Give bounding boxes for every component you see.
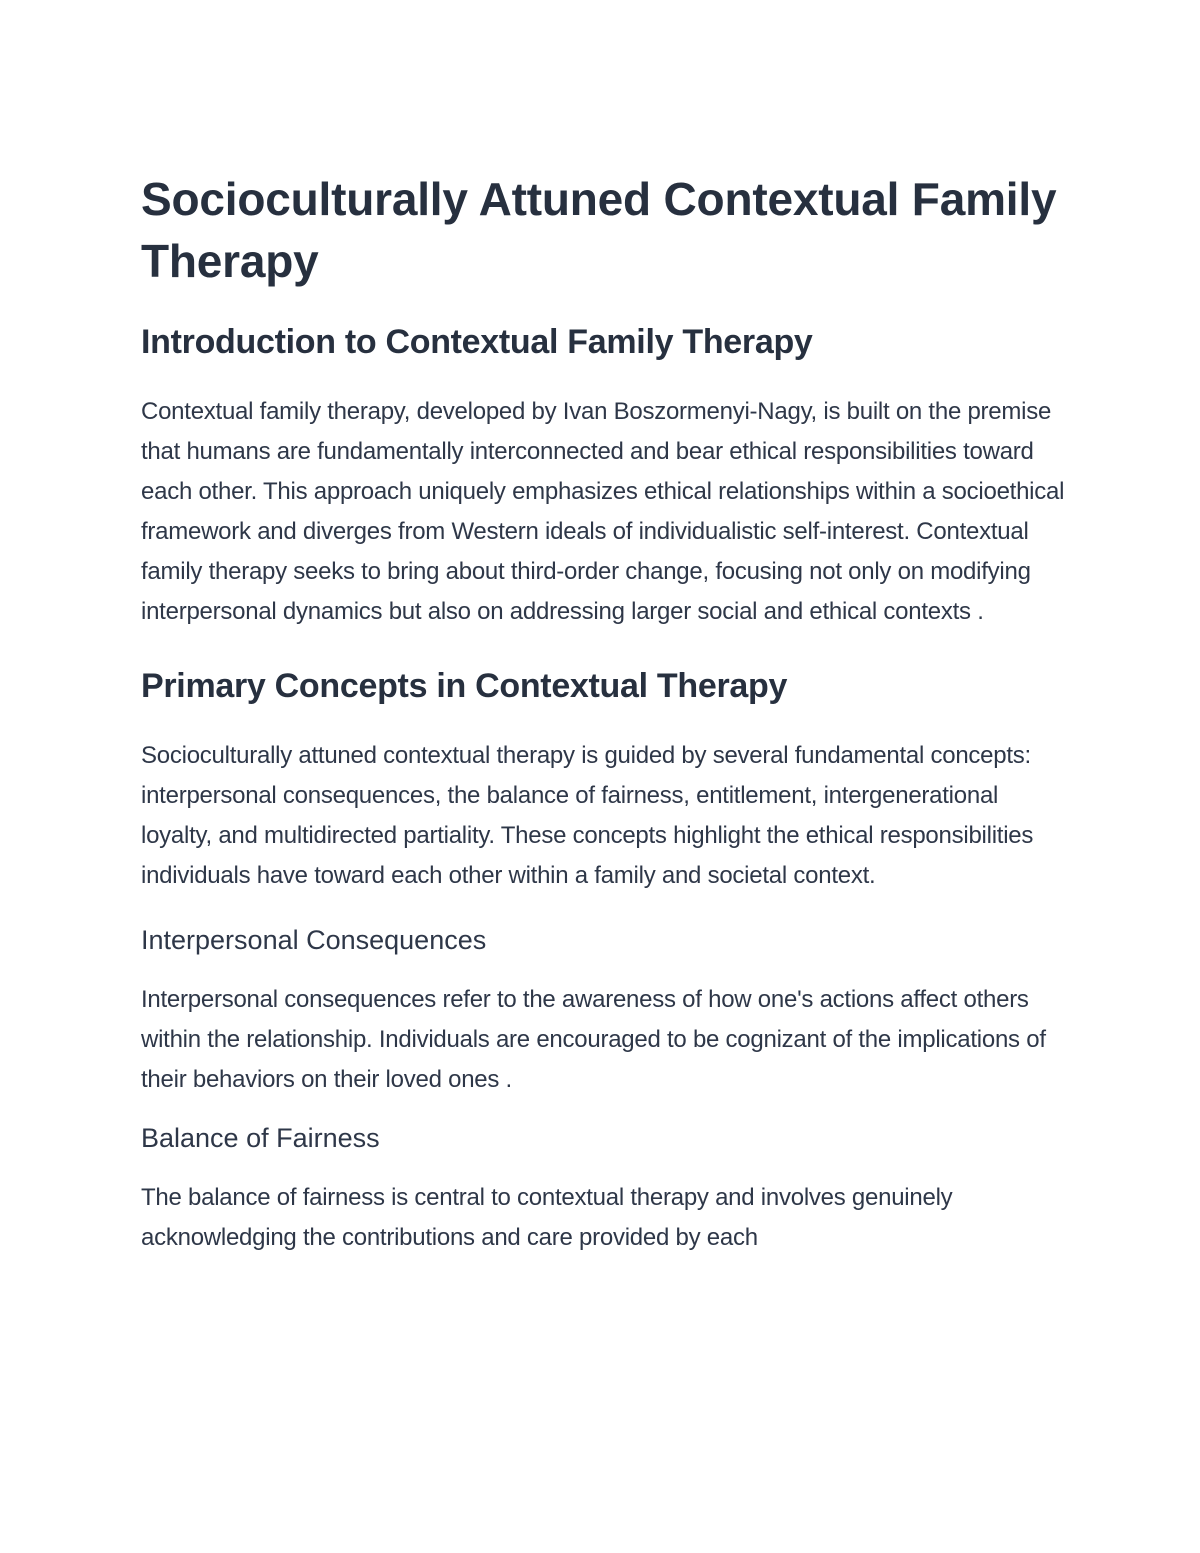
- section-paragraph-primary-concepts: Socioculturally attuned contextual therapy is guided by several fundamental concepts: interpersonal consequences, the balance of fairness, entitlement, intergenerational loyalty, and multidirected partiality. These concepts highlight the ethical responsibilities individuals have toward each other within a family and societal context.: [141, 742, 1034, 889]
- subsection-paragraph-interpersonal-consequences: Interpersonal consequences refer to the awareness of how one's actions affect others within the relationship. Individuals are encouraged to be cognizant of the implications of their behaviors on their loved ones .: [141, 986, 1046, 1093]
- section-heading-primary-concepts: Primary Concepts in Contextual Therapy: [141, 667, 788, 705]
- subsection-heading-interpersonal-consequences: Interpersonal Consequences: [141, 925, 487, 955]
- section-heading-introduction: Introduction to Contextual Family Therapy: [141, 323, 813, 361]
- subsection-heading-balance-of-fairness: Balance of Fairness: [141, 1123, 380, 1153]
- section-paragraph-introduction: Contextual family therapy, developed by Ivan Boszormenyi-Nagy, is built on the premise that humans are fundamentally interconnected and bear ethical responsibilities toward each other. This approach uniquely emphasizes ethical relationships within a socioethical framework and diverges from Western ideals of individualistic self-interest. Contextual family therapy seeks to bring about third-order change, focusing not only on modifying interpersonal dynamics but also on addressing larger social and ethical contexts .: [141, 398, 1065, 625]
- subsection-paragraph-balance-of-fairness: The balance of fairness is central to contextual therapy and involves genuinely acknowledging the contributions and care provided by each: [141, 1184, 953, 1251]
- document-page: [141, 168, 1066, 1258]
- document-title: Socioculturally Attuned Contextual Family Therapy: [141, 173, 1057, 287]
